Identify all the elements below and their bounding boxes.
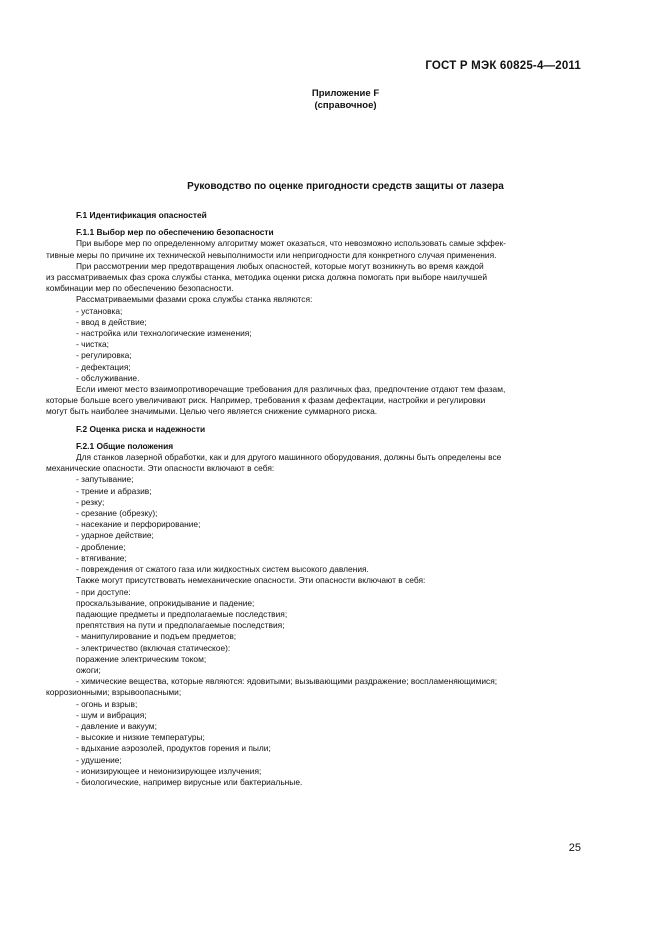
list-item: - ионизирующее и неионизирующее излучения; [76,765,262,776]
list-item: - насекание и перфорирование; [76,519,201,530]
page-number: 25 [568,842,581,854]
section-heading: F.1 Идентификация опасностей [76,210,207,220]
list-item: - втягивание; [76,552,127,563]
list-item: - повреждения от сжатого газа или жидкостных систем высокого давления. [76,564,369,575]
list-item: - электричество (включая статическое): [76,642,231,653]
list-item: - биологические, например вирусные или бактериальные. [76,776,303,787]
list-item: - трение и абразив; [76,485,152,496]
document-header: ГОСТ Р МЭК 60825-4—2011 [425,60,581,72]
paragraph-line: тивные меры по причине их технической невыполнимости или непригодности для конкретного случая применения. [46,249,497,260]
list-item: - установка; [76,305,123,316]
list-item: - удушение; [76,754,122,765]
list-item: - дробление; [76,541,126,552]
paragraph-line: Если имеют место взаимопротиворечащие требования для различных фаз, предпочтение отдают тем фазам, [76,384,506,395]
list-item: - чистка; [76,339,110,350]
list-item: - огонь и взрыв; [76,698,138,709]
paragraph-line: Также могут присутствовать немеханические опасности. Эти опасности включают в себя: [76,575,426,586]
list-item: - запутывание; [76,474,134,485]
list-subitem: ожоги; [76,664,101,675]
paragraph-line: которые больше всего увеличивают риск. Например, требования к фазам дефектации, настройки и регулировки [46,395,486,406]
list-item-continuation: коррозионными; взрывоопасными; [46,687,182,698]
list-item: - настройка или технологические изменения; [76,328,252,339]
list-item: - срезание (обрезку); [76,508,158,519]
subsection-heading: F.1.1 Выбор мер по обеспечению безопасности [76,227,274,238]
list-item: - регулировка; [76,350,132,361]
paragraph-line: механические опасности. Эти опасности включают в себя: [46,463,275,474]
list-item: - при доступе: [76,586,131,597]
subsection-heading: F.2.1 Общие положения [76,440,174,451]
list-item: - ввод в действие; [76,316,147,327]
annex-title: Приложение F [311,88,380,99]
annex-label [0,88,661,112]
list-item: - манипулирование и подъем предметов; [76,631,237,642]
paragraph-line: из рассматриваемых фаз срока службы станка, методика оценки риска должна помогать при выборе наилучшей [46,272,487,283]
paragraph-line: При выборе мер по определенному алгоритму может оказаться, что невозможно использовать самые эффек- [76,238,506,249]
list-item: - химические вещества, которые являются: ядовитыми; вызывающими раздражение; воспламеняющимися; [76,676,498,687]
paragraph-line: Рассматриваемыми фазами срока службы станка являются: [76,294,313,305]
list-subitem: падающие предметы и предполагаемые последствия; [76,608,288,619]
list-item: - резку; [76,496,105,507]
list-item: - высокие и низкие температуры; [76,732,205,743]
paragraph-line: могут быть наиболее значимыми. Целью чего является снижение суммарного риска. [46,406,378,417]
paragraph-line: Для станков лазерной обработки, как и для другого машинного оборудования, должны быть определены все [76,452,502,463]
annex-subtitle: (справочное) [314,100,377,111]
list-item: - дефектация; [76,361,131,372]
paragraph-line: При рассмотрении мер предотвращения любых опасностей, которые могут возникнуть во время каждой [76,260,484,271]
list-item: - обслуживание. [76,372,140,383]
list-item: - давление и вакуум; [76,720,157,731]
document-title: Руководство по оценке пригодности средств защиты от лазера [187,181,504,192]
list-item: - ударное действие; [76,530,154,541]
section-heading: F.2 Оценка риска и надежности [76,423,206,434]
paragraph-line: комбинации мер по обеспечению безопасности. [46,283,234,294]
list-item: - вдыхание аэрозолей, продуктов горения и пыли; [76,743,271,754]
list-subitem: проскальзывание, опрокидывание и падение; [76,597,255,608]
list-subitem: поражение электрическим током; [76,653,207,664]
list-subitem: препятствия на пути и предполагаемые последствия; [76,620,285,631]
list-item: - шум и вибрация; [76,709,147,720]
document-body [46,210,581,788]
